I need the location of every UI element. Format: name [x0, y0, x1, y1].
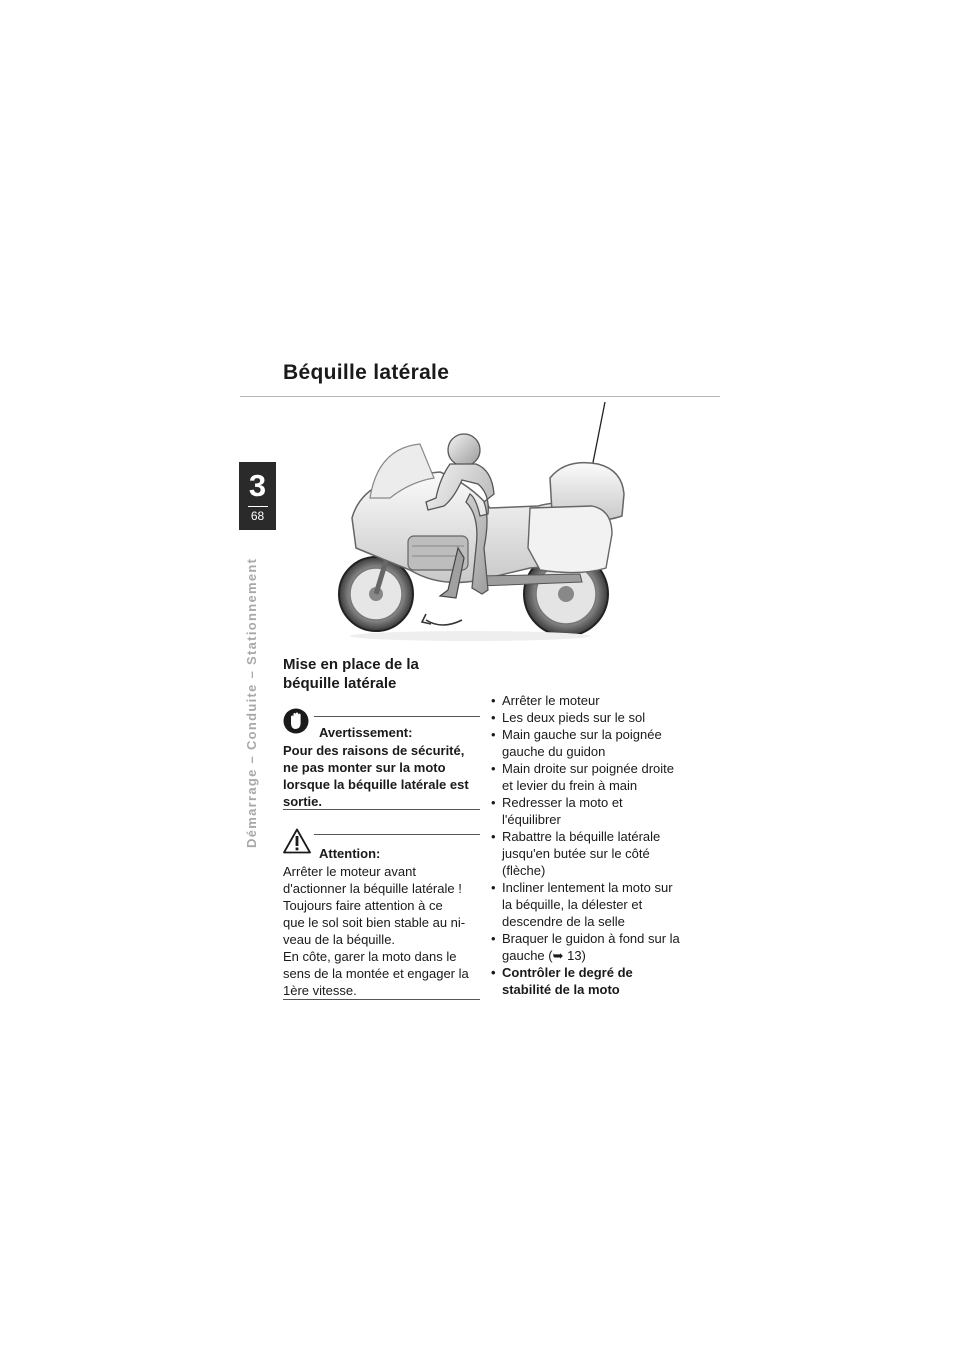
attention-line: En côte, garer la moto dans le — [283, 949, 457, 964]
step-line: Main droite sur poignée droite — [502, 761, 674, 776]
attention-line: d'actionner la béquille latérale ! — [283, 881, 462, 896]
side-label: Démarrage – Conduite – Stationnement — [244, 557, 259, 848]
attention-line: 1ère vitesse. — [283, 983, 357, 998]
warning-heading: Avertissement: — [319, 725, 413, 740]
list-item — [491, 709, 696, 726]
bullet: • — [491, 829, 496, 844]
motorcycle-sidestand-figure — [330, 398, 650, 643]
list-item — [491, 726, 696, 760]
warning-line: Pour des raisons de sécurité, — [283, 743, 465, 758]
attention-line: veau de la béquille. — [283, 932, 396, 947]
attention-line: Toujours faire attention à ce — [283, 898, 443, 913]
attention-line: que le sol soit bien stable au ni- — [283, 915, 466, 930]
step-line: descendre de la selle — [502, 914, 625, 929]
list-item — [491, 692, 696, 709]
step-line: jusqu'en butée sur le côté — [502, 846, 650, 861]
warning-line: lorsque la béquille latérale est — [283, 777, 469, 792]
attention-box — [283, 834, 480, 1000]
step-line: Les deux pieds sur le sol — [502, 710, 646, 725]
attention-rule-top — [314, 834, 480, 835]
list-item — [491, 794, 696, 828]
attention-heading: Attention: — [319, 846, 381, 861]
page-title: Béquille latérale — [283, 361, 450, 384]
sidestand-arrow-icon — [422, 614, 462, 625]
step-line: (flèche) — [502, 863, 546, 878]
chapter-tab — [239, 462, 276, 530]
title-rule — [240, 396, 720, 397]
attention-line: sens de la montée et engager la — [283, 966, 469, 981]
section-title-line: béquille latérale — [283, 675, 397, 692]
step-line: l'équilibrer — [502, 812, 561, 827]
step-line: stabilité de la moto — [502, 982, 620, 997]
side-case — [528, 506, 612, 573]
step-line: la béquille, la délester et — [502, 897, 643, 912]
attention-body — [283, 863, 480, 999]
bullet: • — [491, 880, 496, 895]
warning-body — [283, 742, 480, 810]
chapter-number: 3 — [248, 468, 267, 503]
hand-stop-icon — [283, 708, 309, 734]
bullet: • — [491, 795, 496, 810]
section-title-line: Mise en place de la — [283, 656, 419, 673]
list-item — [491, 964, 696, 998]
list-item — [491, 828, 696, 879]
step-line: gauche du guidon — [502, 744, 606, 759]
step-line: Arrêter le moteur — [502, 693, 600, 708]
step-line: Incliner lentement la moto sur — [502, 880, 673, 895]
bullet: • — [491, 931, 496, 946]
warning-rule-top — [314, 716, 480, 717]
page-number: 68 — [250, 509, 265, 523]
list-item — [491, 879, 696, 930]
exclamation-triangle-icon — [283, 828, 311, 854]
warning-rule-bottom — [283, 809, 480, 810]
bullet: • — [491, 965, 496, 980]
chapter-tab-divider — [248, 506, 268, 507]
step-line: Main gauche sur la poignée — [502, 727, 662, 742]
step-line: Redresser la moto et — [502, 795, 623, 810]
warning-line: ne pas monter sur la moto — [283, 760, 446, 775]
attention-rule-bottom — [283, 999, 480, 1000]
step-line: Braquer le guidon à fond sur la — [502, 931, 680, 946]
steps-list — [491, 692, 696, 998]
step-line: Contrôler le degré de — [502, 965, 633, 980]
section-title — [283, 655, 483, 693]
list-item — [491, 760, 696, 794]
bullet: • — [491, 693, 496, 708]
list-item — [491, 930, 696, 964]
step-line: gauche (➥ 13) — [502, 948, 586, 963]
step-line: Rabattre la béquille latérale — [502, 829, 661, 844]
bullet: • — [491, 710, 496, 725]
bullet: • — [491, 727, 496, 742]
bullet: • — [491, 761, 496, 776]
step-line: et levier du frein à main — [502, 778, 638, 793]
warning-line: sortie. — [283, 794, 323, 809]
attention-line: Arrêter le moteur avant — [283, 864, 416, 879]
warning-box — [283, 716, 480, 810]
